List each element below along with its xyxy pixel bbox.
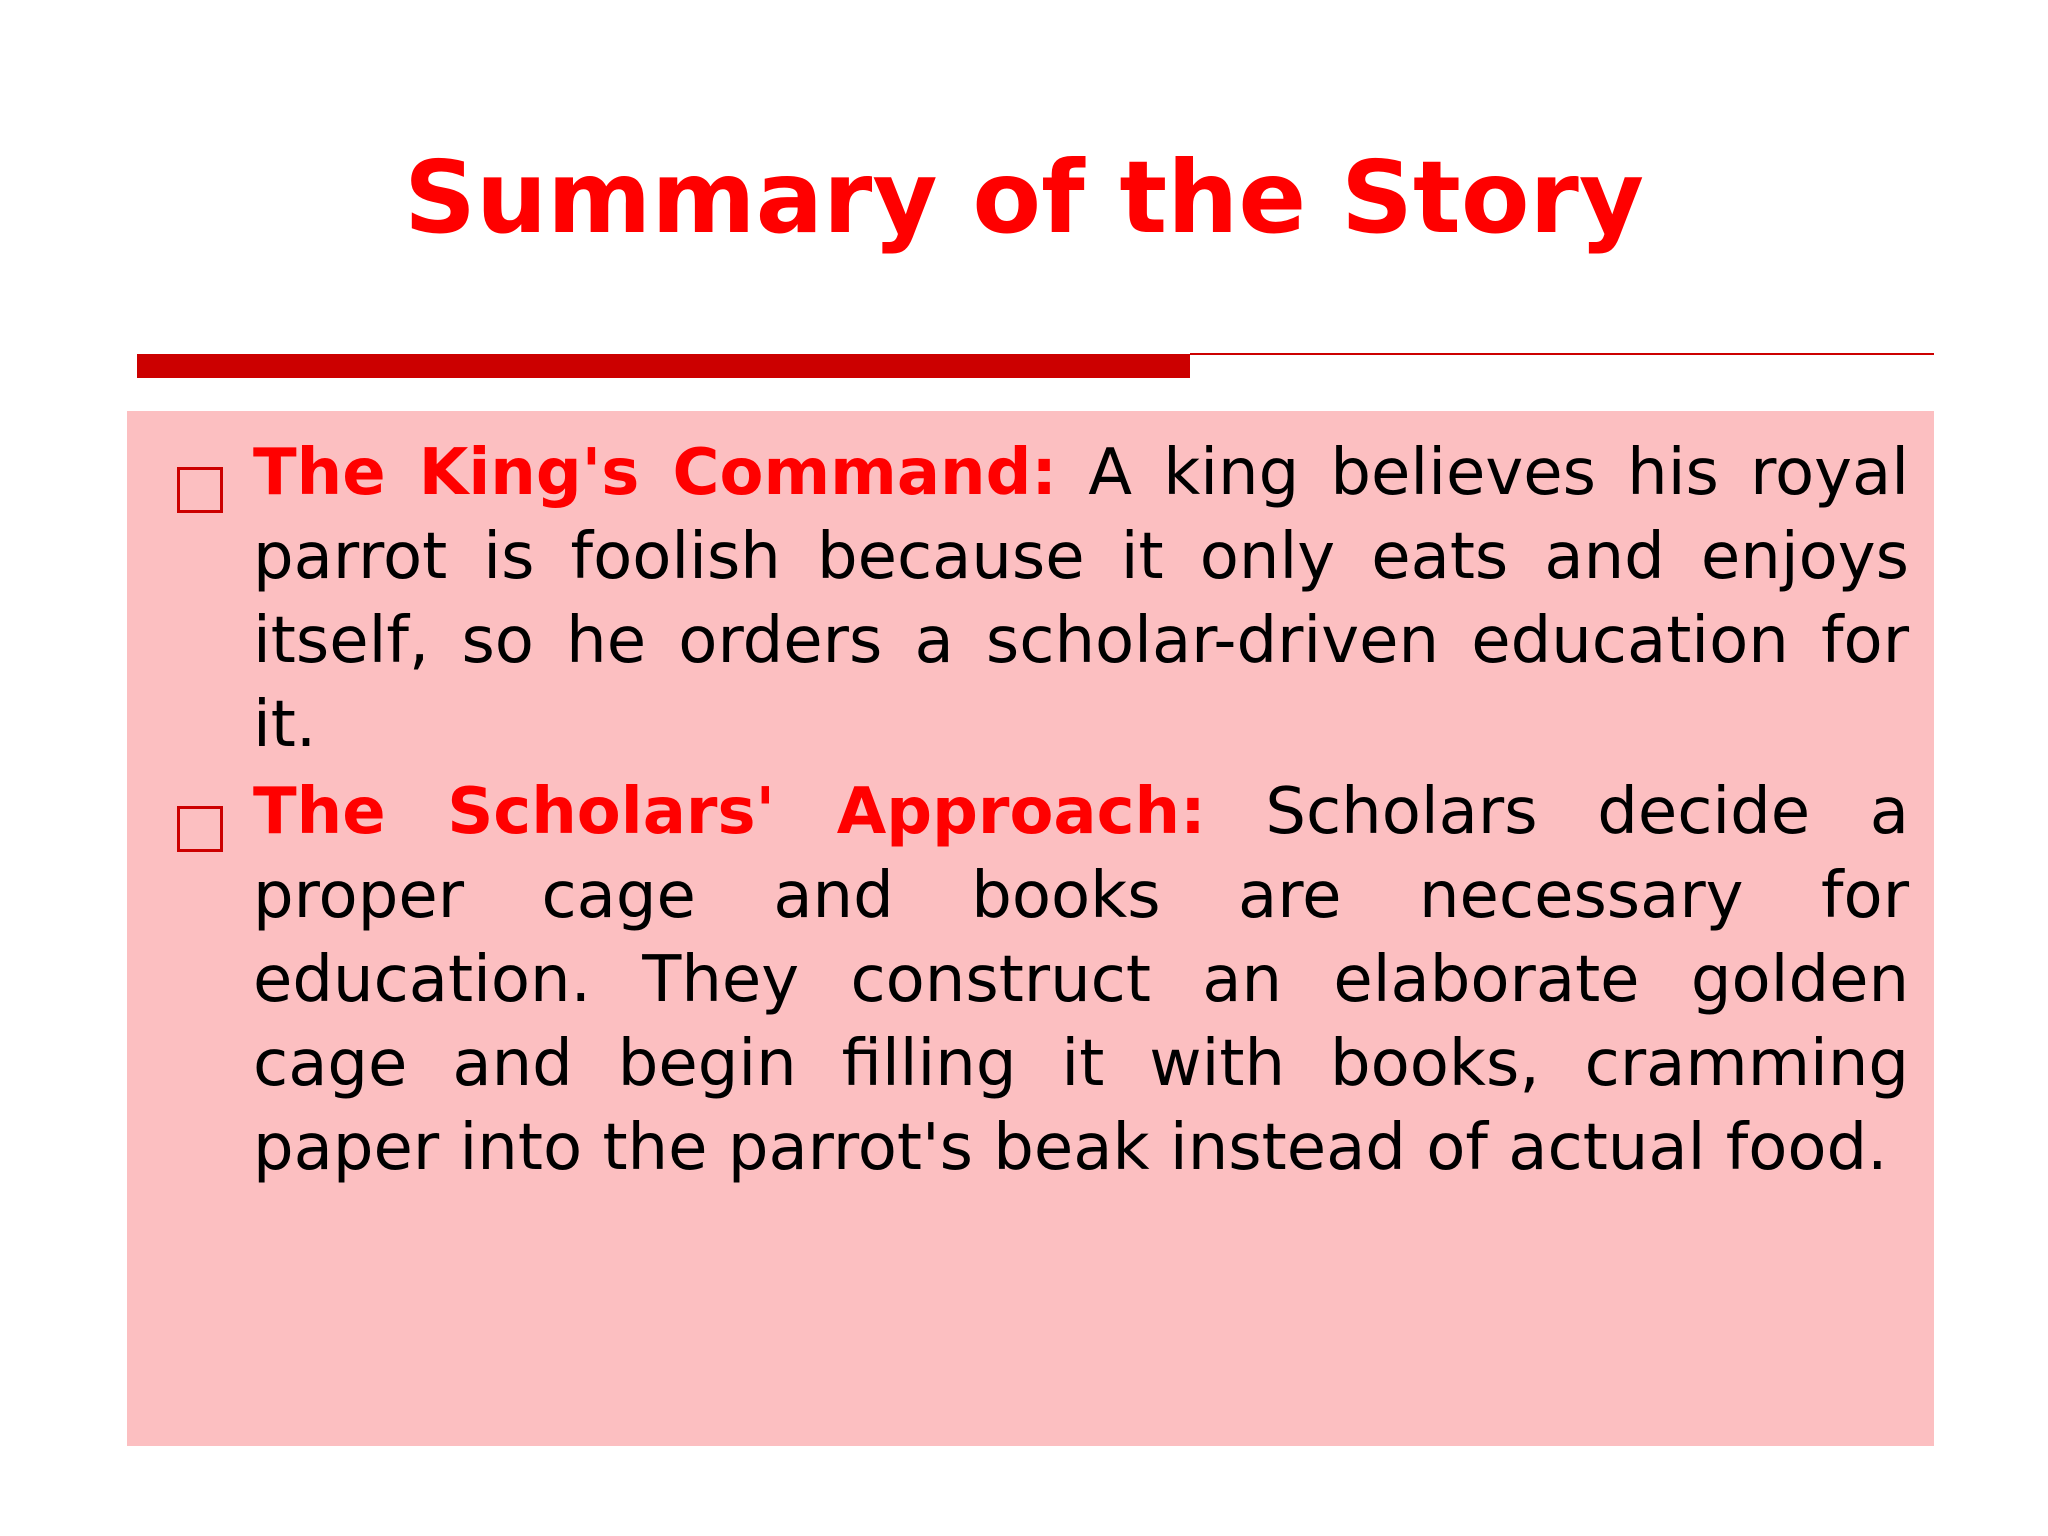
bullet-body: A king believes his royal parrot is foolish because it only eats and enjoys itself, so he orders a scholar-driven education for it. [253,436,1910,762]
bullet-heading: The Scholars' Approach: [253,775,1206,849]
slide-title: Summary of the Story [403,139,1645,256]
bullet-text [253,770,1909,1190]
title-divider-thin [1190,353,1934,355]
content-panel [127,411,1934,1446]
title-divider-thick [137,354,1190,378]
bullet-body: Scholars decide a proper cage and books are necessary for education. They construct an elaborate golden cage and begin filling it with books, cramming paper into the parrot's beak instead of actual food. [253,775,1910,1185]
bullet-text [253,431,1909,767]
square-bullet-icon [177,806,223,852]
bullet-heading: The King's Command: [253,436,1057,510]
square-bullet-icon [177,467,223,513]
